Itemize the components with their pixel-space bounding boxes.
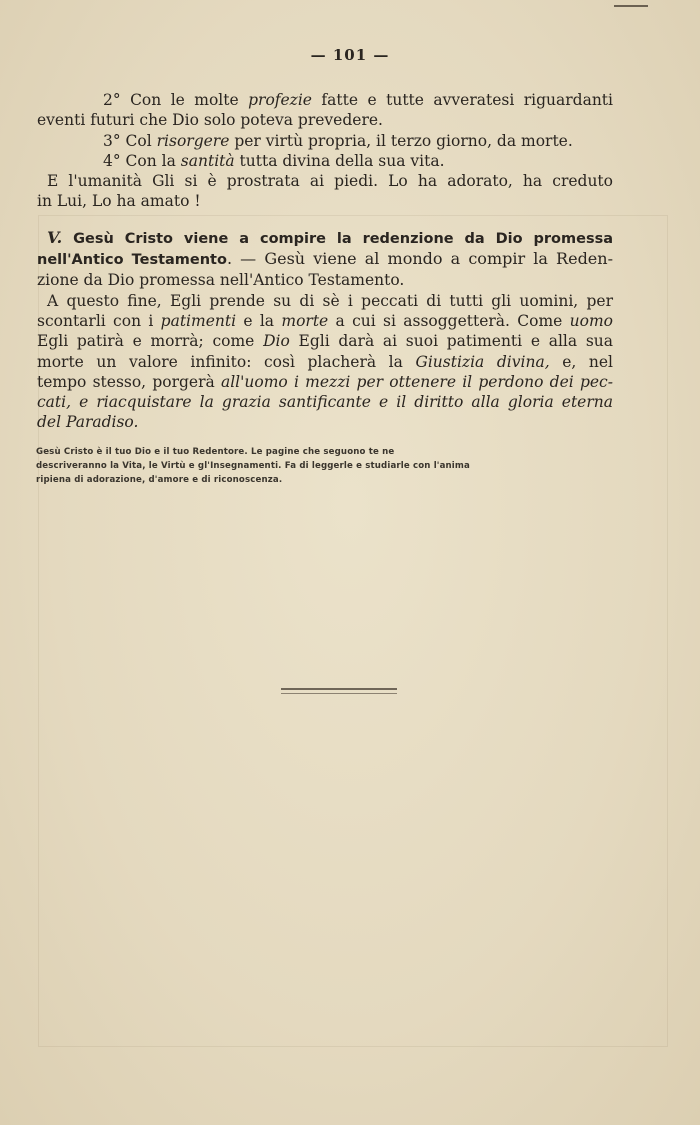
list-number: 4° — [103, 151, 121, 170]
footnote-line-2: descriveranno la Vita, le Virtù e gl'Insegnamenti. Fa di leggerle e studiarle con l'anima — [36, 461, 470, 471]
list-item-3: 3° Col risorgere per virtù propria, il terzo giorno, da morte. — [103, 131, 573, 150]
list-number: 2° — [103, 91, 121, 109]
section-title: V. Gesù Cristo viene a compire la redenzione da Dio promessa — [47, 227, 613, 247]
main-text — [37, 90, 613, 433]
list-number: 3° — [103, 131, 121, 150]
footnote-line-1: Gesù Cristo è il tuo Dio e il tuo Redentore. Le pagine che seguono te ne — [36, 447, 395, 457]
footnote — [36, 445, 580, 487]
conclusion-line-1: E l'umanità Gli si è prostrata ai piedi. Lo ha adorato, ha creduto — [47, 172, 613, 191]
list-item-2: 2° Con le molte profezie fatte e tutte avveratesi riguardanti — [103, 91, 613, 109]
section-title-continuation: nell'Antico Testamento. — Gesù viene al mondo a compir la Reden- — [37, 249, 613, 269]
list-item-2-continuation: eventi futuri che Dio solo poteva prevedere. — [37, 111, 383, 130]
paragraph-line-7: del Paradiso. — [37, 413, 139, 432]
paragraph-line-4: morte un valore infinito: così placherà la Giustizia divina, e, nel — [37, 352, 613, 371]
section-numeral: V. — [47, 227, 63, 247]
footnote-line-3: ripiena di adorazione, d'amore e di riconoscenza. — [36, 475, 283, 485]
paragraph-line-3: Egli patirà e morrà; come Dio Egli darà ai suoi patimenti e alla sua — [37, 332, 613, 351]
paragraph-line-5: tempo stesso, porgerà all'uomo i mezzi per ottenere il perdono dei pec- — [37, 372, 613, 391]
decorative-rule — [281, 688, 397, 694]
list-item-4: 4° Con la santità tutta divina della sua vita. — [103, 151, 445, 170]
conclusion-line-2: in Lui, Lo ha amato ! — [37, 192, 201, 211]
page-corner-mark — [614, 0, 648, 7]
section-line-3: zione da Dio promessa nell'Antico Testamento. — [37, 271, 405, 290]
paragraph-line-1: A questo fine, Egli prende su di sè i peccati di tutti gli uomini, per — [47, 291, 613, 310]
paragraph-line-2: scontarli con i patimenti e la morte a cui si assoggetterà. Come uomo — [37, 311, 614, 330]
paragraph-line-6: cati, e riacquistare la grazia santificante e il diritto alla gloria eterna — [37, 393, 613, 412]
page-number: — 101 — — [310, 46, 390, 64]
